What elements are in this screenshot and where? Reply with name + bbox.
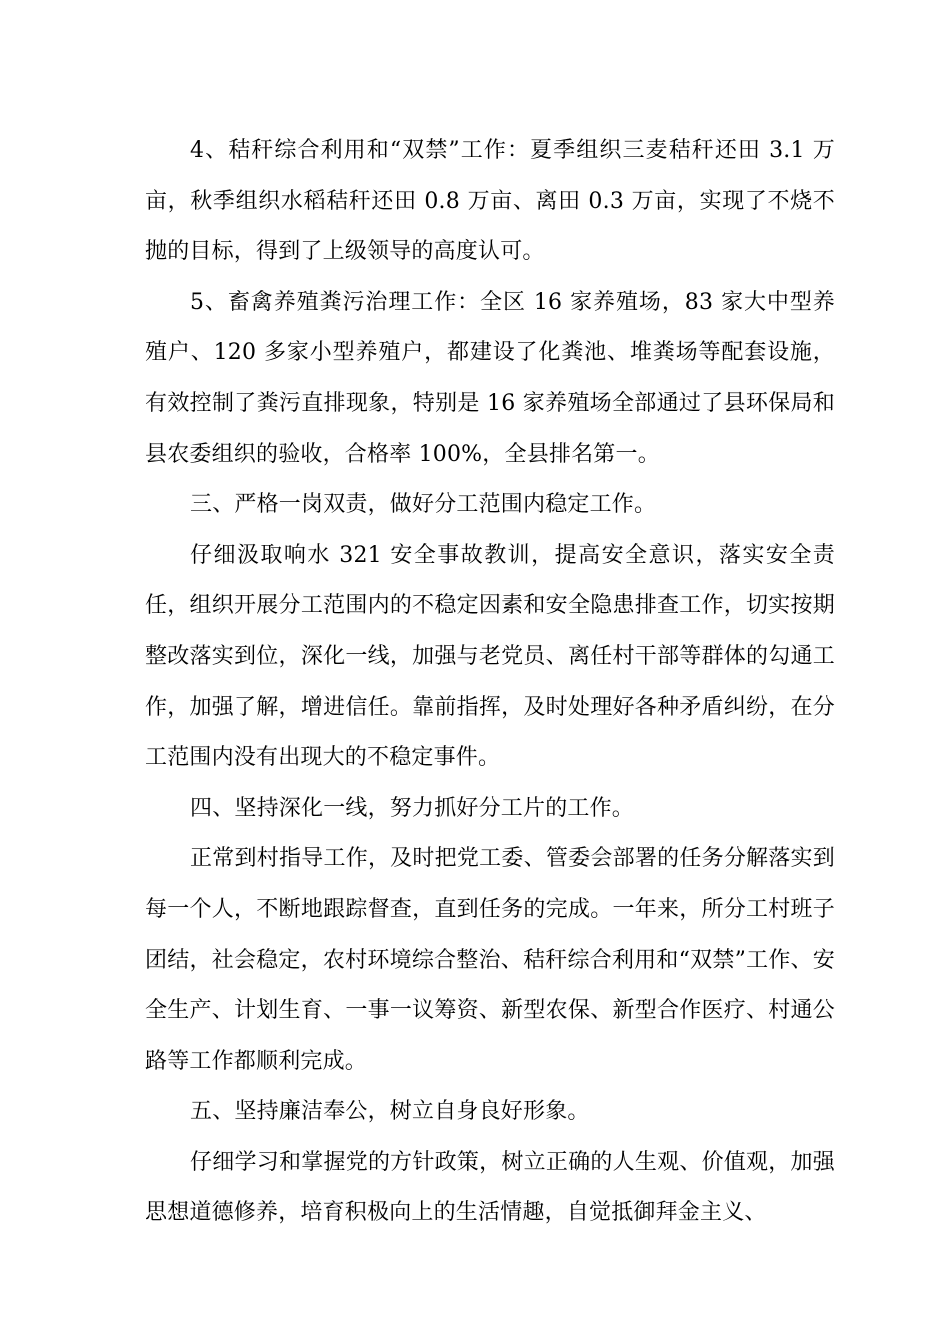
paragraph-village-guidance: 正常到村指导工作，及时把党工委、管委会部署的任务分解落实到每一个人，不断地跟踪督查，直到任务的完成。一年来，所分工村班子团结，社会稳定，农村环境综合整治、秸秆综合利用和“双禁”工作、安全生产、计划生育、一事一议筹资、新型农保、新型合作医疗、村通公路等工作都顺利完成。 [145,846,835,1074]
document-page [145,126,835,1239]
section-heading-frontline: 四、坚持深化一线，努力抓好分工片的工作。 [190,795,635,821]
paragraph-livestock-manure: 5、畜禽养殖粪污治理工作：全区 16 家养殖场，83 家大中型养殖户、120 多家小型养殖户，都建设了化粪池、堆粪场等配套设施，有效控制了粪污直排现象，特别是 16 家养殖场全部通过了县环保局和县农委组织的验收，合格率 100%，全县排名第一。 [145,289,835,467]
paragraph-safety-stability: 仔细汲取响水 321 安全事故教训，提高安全意识，落实安全责任，组织开展分工范围内的不稳定因素和安全隐患排查工作，切实按期整改落实到位，深化一线，加强与老党员、离任村干部等群体的勾通工作，加强了解，增进信任。靠前指挥，及时处理好各种矛盾纠纷，在分工范围内没有出现大的不稳定事件。 [145,542,835,771]
paragraph-straw-utilization: 4、秸秆综合利用和“双禁”工作：夏季组织三麦秸秆还田 3.1 万亩，秋季组织水稻秸秆还田 0.8 万亩、离田 0.3 万亩，实现了不烧不抛的目标，得到了上级领导的高度认可。 [145,138,835,265]
section-heading-stability: 三、严格一岗双责，做好分工范围内稳定工作。 [190,492,657,518]
paragraph-study-policy: 仔细学习和掌握党的方针政策，树立正确的人生观、价值观，加强思想道德修养，培育积极向上的生活情趣，自觉抵御拜金主义、 [145,1149,835,1226]
section-heading-integrity: 五、坚持廉洁奉公，树立自身良好形象。 [190,1099,590,1125]
